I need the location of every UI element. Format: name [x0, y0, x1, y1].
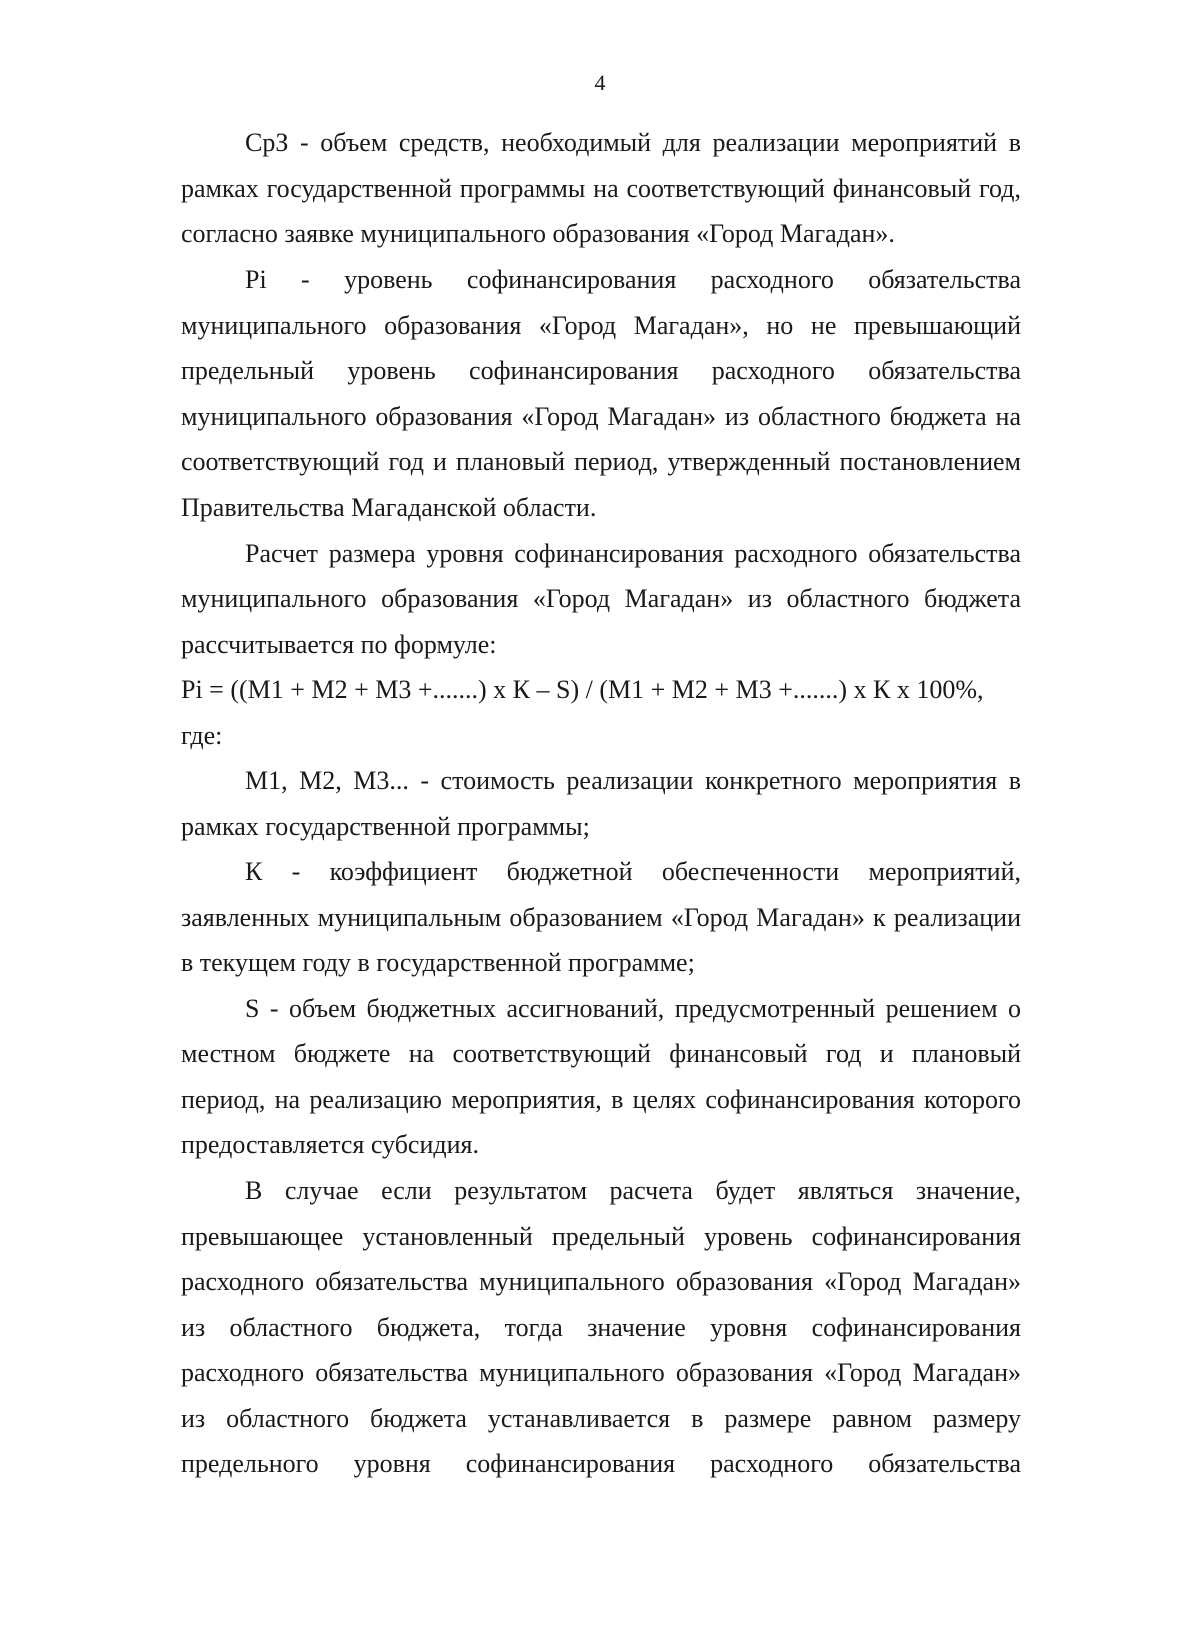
- paragraph-pi-definition: Pi - уровень софинансирования расходного обязательства муниципального образования «Город Магадан», но не превышающий предельный уровень софинансирования расходного обязательства муниципального образования «Город Магадан» из областного бюджета на соответствующий год и плановый период, утвержденный постановлением Правительства Магаданской области.: [181, 265, 1021, 522]
- paragraph-k-definition: К - коэффициент бюджетной обеспеченности мероприятий, заявленных муниципальным образованием «Город Магадан» к реализации в текущем году в государственной программе;: [181, 857, 1021, 977]
- paragraph-m-definition: M1, M2, M3... - стоимость реализации конкретного мероприятия в рамках государственной программы;: [181, 766, 1021, 841]
- paragraph-limit-case: В случае если результатом расчета будет являться значение, превышающее установленный предельный уровень софинансирования расходного обязательства муниципального образования «Город Магадан» из областного бюджета, тогда значение уровня софинансирования расходного обязательства муниципального образования «Город Магадан» из областного бюджета устанавливается в размере равном размеру предельного уровня софинансирования расходного обязательства: [181, 1176, 1021, 1478]
- where-label: где:: [181, 720, 223, 750]
- document-body: [181, 120, 1021, 1487]
- formula: Pi = ((M1 + M2 + M3 +.......) х К – S) / (M1 + M2 + M3 +.......) х К х 100%,: [181, 675, 984, 704]
- paragraph-s-definition: S - объем бюджетных ассигнований, предусмотренный решением о местном бюджете на соответствующий финансовый год и плановый период, на реализацию мероприятия, в целях софинансирования которого предоставляется субсидия.: [181, 993, 1021, 1159]
- paragraph-calculation-intro: Расчет размера уровня софинансирования расходного обязательства муниципального образования «Город Магадан» из областного бюджета рассчитывается по формуле:: [181, 538, 1021, 659]
- page-number: 4: [594, 70, 606, 95]
- paragraph-srz-definition: СрЗ - объем средств, необходимый для реализации мероприятий в рамках государственной программы на соответствующий финансовый год, согласно заявке муниципального образования «Город Магадан».: [181, 128, 1021, 248]
